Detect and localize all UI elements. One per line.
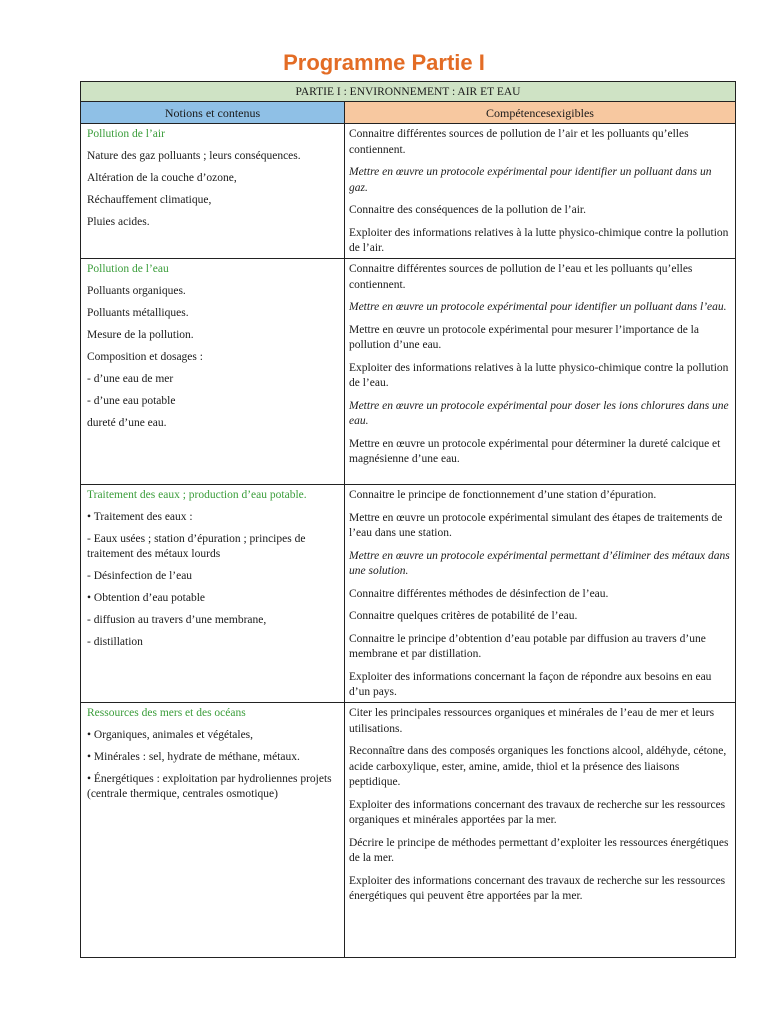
competence-item: Mettre en œuvre un protocole expérimental pour identifier un polluant dans l’eau.	[349, 301, 727, 313]
competence-item: Mettre en œuvre un protocole expérimental pour mesurer l’importance de la pollution d’une eau.	[349, 323, 699, 351]
section-heading: Pollution de l’air	[87, 128, 165, 140]
notion-item: - Désinfection de l’eau	[87, 570, 193, 582]
competence-item: Connaitre le principe de fonctionnement d’une station d’épuration.	[349, 489, 657, 501]
notion-item: • Traitement des eaux :	[87, 511, 193, 523]
table-column-headers	[81, 102, 735, 124]
section-heading: Traitement des eaux ; production d’eau potable.	[87, 489, 307, 501]
notion-item: Réchauffement climatique,	[87, 194, 212, 206]
notion-item: - distillation	[87, 636, 143, 648]
competences-cell	[345, 485, 735, 702]
notion-item: - d’une eau de mer	[87, 373, 174, 385]
notions-cell	[81, 485, 345, 702]
competence-item: Reconnaître dans des composés organiques les fonctions alcool, aldéhyde, cétone, acide carboxylique, ester, amine, amide, thiol et la présence des liaisons peptidique.	[349, 745, 727, 788]
section-row-air	[81, 124, 735, 259]
competence-item: Décrire le principe de méthodes permettant d’exploiter les ressources énergétiques de la mer.	[349, 836, 729, 864]
notion-item: Pluies acides.	[87, 216, 150, 228]
column-header-competences: Compétencesexigibles	[345, 102, 735, 123]
competences-cell	[345, 124, 735, 258]
notion-item: Nature des gaz polluants ; leurs conséquences.	[87, 150, 301, 162]
section-heading: Ressources des mers et des océans	[87, 707, 246, 719]
notion-item: Composition et dosages :	[87, 351, 203, 363]
notion-item: Altération de la couche d’ozone,	[87, 172, 237, 184]
competence-item: Mettre en œuvre un protocole expérimental permettant d’éliminer des métaux dans une solution.	[349, 549, 730, 577]
notions-cell	[81, 703, 345, 957]
competence-item: Mettre en œuvre un protocole expérimental pour identifier un polluant dans un gaz.	[349, 166, 712, 194]
notion-item: dureté d’une eau.	[87, 417, 167, 429]
competence-item: Connaitre le principe d’obtention d’eau potable par diffusion au travers d’une membrane et par distillation.	[349, 632, 706, 660]
table-main-header: PARTIE I : ENVIRONNEMENT : AIR ET EAU	[81, 82, 735, 102]
notion-item: - diffusion au travers d’une membrane,	[87, 614, 267, 626]
competence-item: Connaitre des conséquences de la pollution de l’air.	[349, 204, 586, 216]
competence-item: Exploiter des informations concernant la façon de répondre aux besoins en eau d’un pays.	[349, 670, 712, 698]
competence-item: Connaitre différentes méthodes de désinfection de l’eau.	[349, 587, 609, 600]
section-row-treatment	[81, 485, 735, 703]
notions-cell	[81, 259, 345, 484]
competence-item: Exploiter des informations concernant des travaux de recherche sur les ressources organiques et minérales apportées par la mer.	[349, 798, 726, 826]
competence-item: Mettre en œuvre un protocole expérimental simulant des étapes de traitements de l’eau dans une station.	[349, 511, 723, 539]
notion-item: • Obtention d’eau potable	[87, 592, 206, 604]
competence-item: Connaitre différentes sources de pollution de l’eau et les polluants qu’elles contiennent.	[349, 263, 693, 291]
section-heading: Pollution de l’eau	[87, 263, 169, 275]
notion-item: - d’une eau potable	[87, 395, 176, 407]
competence-item: Exploiter des informations relatives à la lutte physico-chimique contre la pollution de l’eau.	[349, 361, 729, 389]
notion-item: Mesure de la pollution.	[87, 329, 194, 341]
notion-item: • Minérales : sel, hydrate de méthane, métaux.	[87, 751, 300, 763]
notion-item: Polluants métalliques.	[87, 307, 189, 319]
competence-item: Connaitre différentes sources de pollution de l’air et les polluants qu’elles contiennent.	[349, 128, 689, 156]
competence-item: Mettre en œuvre un protocole expérimental pour déterminer la dureté calcique et magnésienne d’une eau.	[349, 437, 721, 465]
competence-item: Mettre en œuvre un protocole expérimental pour doser les ions chlorures dans une eau.	[349, 399, 729, 427]
competences-cell	[345, 703, 735, 957]
notion-item: Polluants organiques.	[87, 285, 186, 297]
competence-item: Exploiter des informations relatives à la lutte physico-chimique contre la pollution de l’air.	[349, 226, 729, 254]
page-title: Programme Partie I	[283, 50, 485, 75]
section-row-water	[81, 259, 735, 485]
section-row-sea-resources	[81, 703, 735, 957]
notions-cell	[81, 124, 345, 258]
notion-item: - Eaux usées ; station d’épuration ; principes de traitement des métaux lourds	[87, 533, 306, 560]
competence-item: Exploiter des informations concernant des travaux de recherche sur les ressources énergétiques qui peuvent être apportées par la mer.	[349, 874, 726, 902]
competence-item: Connaitre quelques critères de potabilité de l’eau.	[349, 610, 578, 622]
competence-item: Citer les principales ressources organiques et minérales de l’eau de mer et leurs utilisations.	[349, 707, 715, 735]
notion-item: • Organiques, animales et végétales,	[87, 729, 254, 741]
programme-table	[80, 81, 736, 958]
column-header-notions: Notions et contenus	[81, 102, 345, 123]
notion-item: • Énergétiques : exploitation par hydroliennes projets (centrale thermique, centrales osmotique)	[87, 773, 332, 800]
competences-cell	[345, 259, 735, 484]
